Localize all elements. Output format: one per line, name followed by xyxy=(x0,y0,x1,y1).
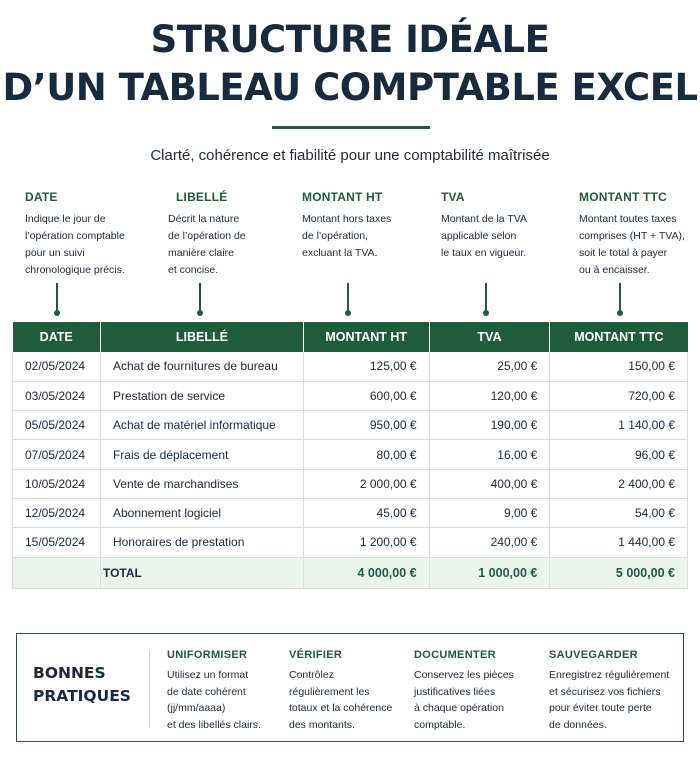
cell-montant-ht[interactable]: 45,00 € xyxy=(303,498,429,527)
annotation-desc: Décrit la nature de l’opération de manière claire et concise. xyxy=(168,213,246,276)
table-row xyxy=(13,440,688,469)
cell-libelle[interactable]: Prestation de service xyxy=(100,381,303,410)
best-practices-divider xyxy=(149,650,150,728)
annotation-title: DATE xyxy=(25,190,58,204)
annotation-desc: Montant hors taxes de l’opération, excluant la TVA. xyxy=(302,213,392,259)
annotation-desc: Montant de la TVA applicable selon le taux en vigueur. xyxy=(441,213,527,259)
ledger-table xyxy=(12,322,688,589)
cell-libelle[interactable]: Frais de déplacement xyxy=(100,440,303,469)
total-montant-ht[interactable]: 4 000,00 € xyxy=(303,557,429,588)
cell-montant-ht[interactable]: 600,00 € xyxy=(303,381,429,410)
annotation-desc: Montant toutes taxes comprises (HT + TVA), soit le total à payer ou à encaisser. xyxy=(579,213,685,276)
pointer-date xyxy=(56,283,58,313)
cell-tva[interactable]: 190,00 € xyxy=(429,411,550,440)
cell-libelle[interactable]: Abonnement logiciel xyxy=(100,498,303,527)
cell-tva[interactable]: 16,00 € xyxy=(429,440,550,469)
pointer-libelle xyxy=(199,283,201,313)
cell-montant-ht[interactable]: 125,00 € xyxy=(303,352,429,381)
cell-tva[interactable]: 25,00 € xyxy=(429,352,550,381)
annotation-title: LIBELLÉ xyxy=(176,190,228,204)
practice-desc: Enregistrez régulièrement et sécurisez vos fichiers pour éviter toute perte de données. xyxy=(549,669,670,731)
practice-title: VÉRIFIER xyxy=(289,649,343,661)
table-row xyxy=(13,352,688,381)
table-row xyxy=(13,469,688,498)
cell-montant-ttc[interactable]: 720,00 € xyxy=(550,381,688,410)
practice-title: UNIFORMISER xyxy=(167,649,248,661)
practice-verifier xyxy=(289,649,392,733)
annotation-montant-ht xyxy=(302,190,391,262)
annotation-montant-ttc xyxy=(579,190,685,279)
column-header-montant-ht[interactable]: MONTANT HT xyxy=(303,322,429,352)
total-tva[interactable]: 1 000,00 € xyxy=(429,557,550,588)
cell-libelle[interactable]: Achat de matériel informatique xyxy=(100,411,303,440)
cell-tva[interactable]: 120,00 € xyxy=(429,381,550,410)
annotation-tva xyxy=(441,190,527,262)
cell-montant-ttc[interactable]: 150,00 € xyxy=(550,352,688,381)
annotation-title: TVA xyxy=(441,190,465,204)
cell-tva[interactable]: 240,00 € xyxy=(429,528,550,557)
cell-date[interactable]: 15/05/2024 xyxy=(13,528,101,557)
cell-montant-ht[interactable]: 1 200,00 € xyxy=(303,528,429,557)
page-title xyxy=(0,16,700,112)
cell-montant-ttc[interactable]: 1 440,00 € xyxy=(550,528,688,557)
practice-sauvegarder xyxy=(549,649,669,733)
table-row xyxy=(13,411,688,440)
table-header-row xyxy=(13,322,688,352)
pointer-montant-ht xyxy=(347,283,349,313)
total-row xyxy=(13,557,688,588)
title-divider xyxy=(272,126,430,129)
title-line-1: STRUCTURE IDÉALE xyxy=(150,18,550,61)
cell-montant-ttc[interactable]: 2 400,00 € xyxy=(550,469,688,498)
table-row xyxy=(13,381,688,410)
total-label[interactable] xyxy=(100,557,303,588)
cell-libelle[interactable]: Honoraires de prestation xyxy=(100,528,303,557)
cell-date[interactable]: 10/05/2024 xyxy=(13,469,101,498)
best-practices-heading: BONNES PRATIQUES xyxy=(33,664,131,705)
annotation-libelle xyxy=(168,190,246,279)
cell-montant-ht[interactable]: 950,00 € xyxy=(303,411,429,440)
total-label-text: TOTAL xyxy=(102,565,142,580)
practice-desc: Conservez les pièces justificatives liées à chaque opération comptable. xyxy=(414,669,514,731)
annotation-title: MONTANT TTC xyxy=(579,190,667,204)
practice-desc: Contrôlez régulièrement les totaux et la cohérence des montants. xyxy=(289,669,393,731)
total-montant-ttc[interactable]: 5 000,00 € xyxy=(550,557,688,588)
subtitle: Clarté, cohérence et fiabilité pour une comptabilité maîtrisée xyxy=(150,147,550,164)
practice-title: DOCUMENTER xyxy=(414,649,496,661)
practice-desc: Utilisez un format de date cohérent (jj/mm/aaaa) et des libellés clairs. xyxy=(167,669,261,731)
cell-date[interactable]: 07/05/2024 xyxy=(13,440,101,469)
practice-title: SAUVEGARDER xyxy=(549,649,638,661)
cell-montant-ht[interactable]: 80,00 € xyxy=(303,440,429,469)
annotation-desc: Indique le jour de l’opération comptable pour un suivi chronologique précis. xyxy=(25,213,125,276)
cell-date[interactable]: 12/05/2024 xyxy=(13,498,101,527)
practice-documenter xyxy=(414,649,514,733)
table-row xyxy=(13,498,688,527)
column-header-montant-ttc[interactable]: MONTANT TTC xyxy=(550,322,688,352)
table-row xyxy=(13,528,688,557)
annotation-title: MONTANT HT xyxy=(302,190,383,204)
cell-tva[interactable]: 9,00 € xyxy=(429,498,550,527)
cell-montant-ttc[interactable]: 96,00 € xyxy=(550,440,688,469)
best-practices-panel xyxy=(16,633,684,742)
title-line-2: D’UN TABLEAU COMPTABLE EXCEL xyxy=(2,66,698,109)
cell-tva[interactable]: 400,00 € xyxy=(429,469,550,498)
cell-date[interactable]: 03/05/2024 xyxy=(13,381,101,410)
column-header-libelle[interactable]: LIBELLÉ xyxy=(100,322,303,352)
cell-date[interactable]: 05/05/2024 xyxy=(13,411,101,440)
cell-montant-ht[interactable]: 2 000,00 € xyxy=(303,469,429,498)
pointer-tva xyxy=(485,283,487,313)
cell-libelle[interactable]: Vente de marchandises xyxy=(100,469,303,498)
cell-date[interactable]: 02/05/2024 xyxy=(13,352,101,381)
pointer-montant-ttc xyxy=(619,283,621,313)
column-header-tva[interactable]: TVA xyxy=(429,322,550,352)
cell-montant-ttc[interactable]: 1 140,00 € xyxy=(550,411,688,440)
cell-libelle[interactable]: Achat de fournitures de bureau xyxy=(100,352,303,381)
practice-uniformiser xyxy=(167,649,261,733)
total-spacer-cell xyxy=(13,557,101,588)
cell-montant-ttc[interactable]: 54,00 € xyxy=(550,498,688,527)
annotation-date xyxy=(25,190,125,279)
column-header-date[interactable]: DATE xyxy=(13,322,101,352)
